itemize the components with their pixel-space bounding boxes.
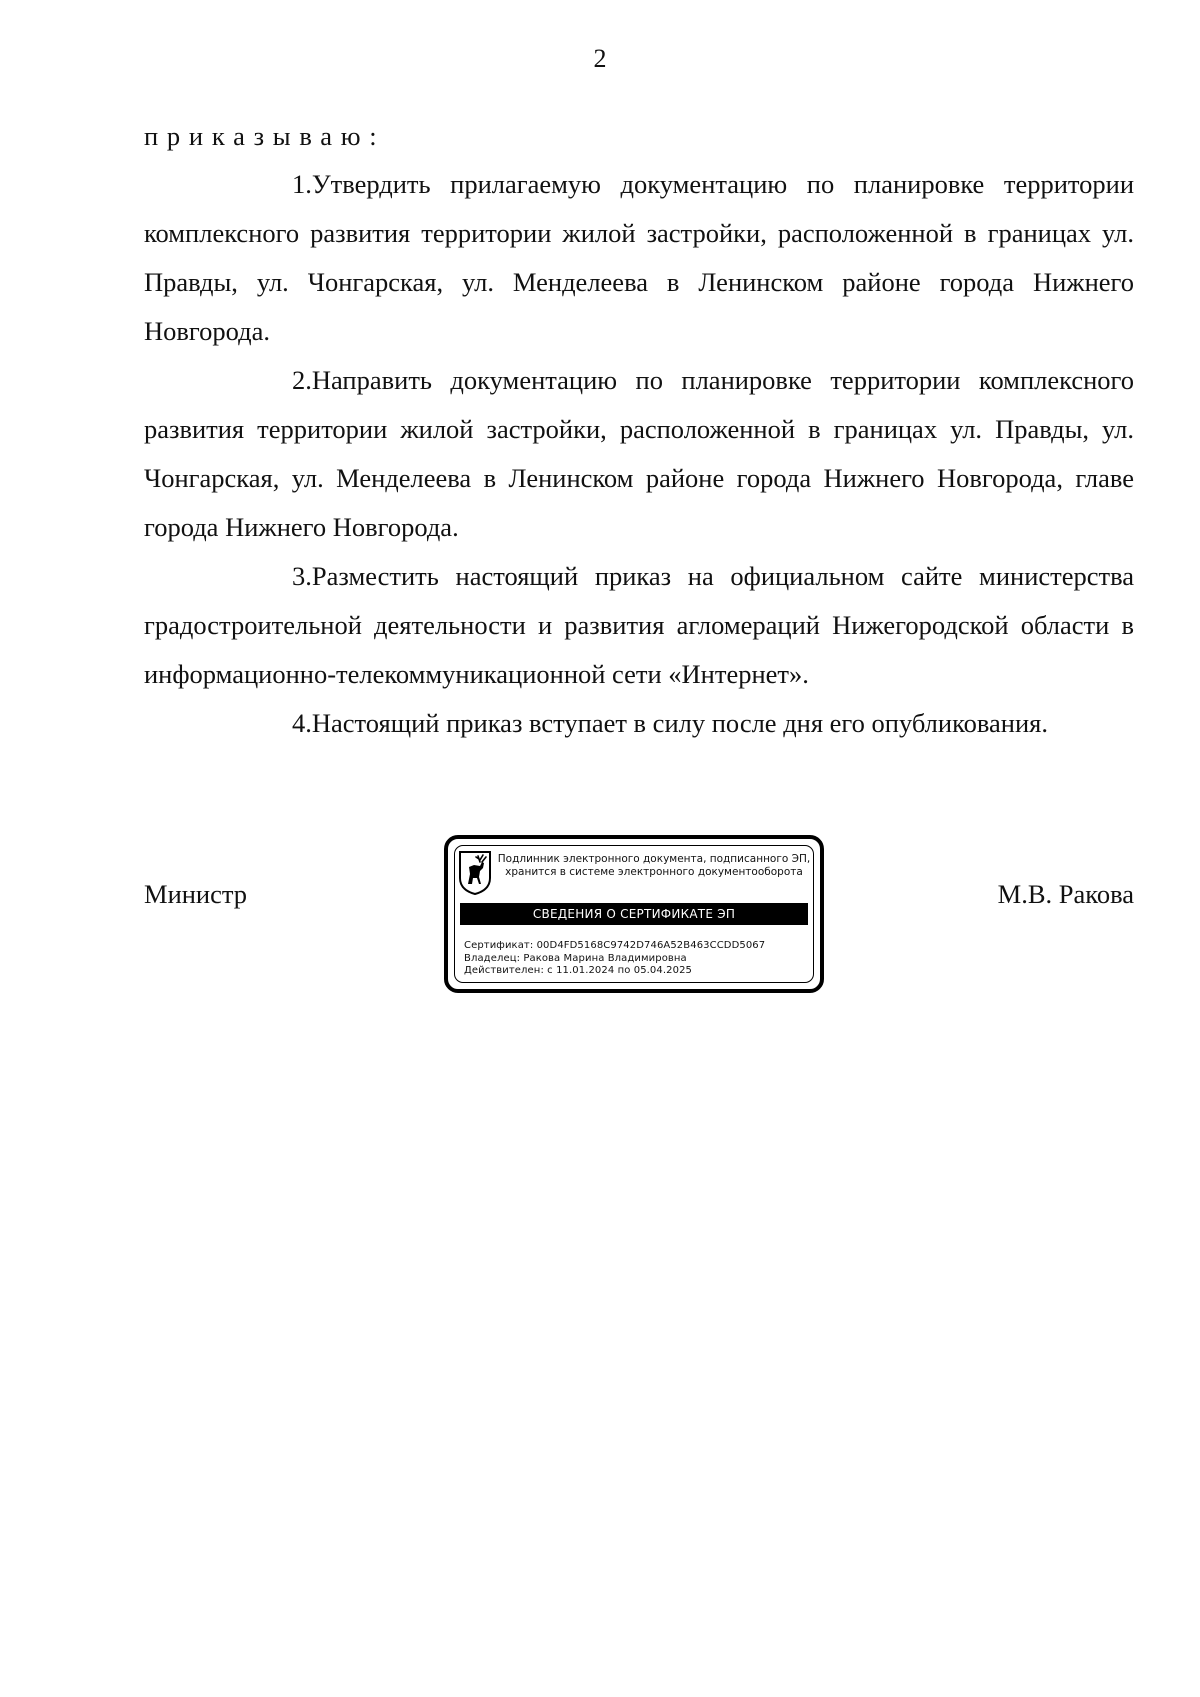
stamp-certificate-details xyxy=(464,940,812,978)
certificate-owner: Владелец: Ракова Марина Владимировна xyxy=(464,952,687,964)
paragraph-text: Утвердить прилагаемую документацию по планировке территории комплексного развития территории жилой застройки, расположенной в границах ул. Правды, ул. Чонгарская, ул. Менделеева в Ленинском районе города Нижнего Новгорода. xyxy=(144,169,1134,346)
paragraph-number: 3. xyxy=(292,561,312,591)
paragraph-2 xyxy=(144,356,1134,552)
paragraph-number: 2. xyxy=(292,365,312,395)
paragraph-3 xyxy=(144,552,1134,699)
paragraph-1 xyxy=(144,160,1134,356)
signer-name: М.В. Ракова xyxy=(997,879,1134,909)
certificate-validity: Действителен: с 11.01.2024 по 05.04.2025 xyxy=(464,965,692,976)
stamp-caption-line-2: хранится в системе электронного документооборота xyxy=(505,866,803,878)
paragraph-text: Настоящий приказ вступает в силу после дня его опубликования. xyxy=(311,708,1048,738)
paragraph-number: 4. xyxy=(292,708,312,738)
order-body xyxy=(144,112,1134,748)
stamp-certificate-header: СВЕДЕНИЯ О СЕРТИФИКАТЕ ЭП xyxy=(460,903,808,925)
stamp-caption-line-1: Подлинник электронного документа, подписанного ЭП, xyxy=(497,853,811,865)
electronic-signature-stamp xyxy=(444,835,824,993)
signature-row xyxy=(144,835,1134,1015)
certificate-number: Сертификат: 00D4FD5168C9742D746A52B463CCDD5067 xyxy=(464,940,766,951)
stamp-caption xyxy=(496,853,812,879)
paragraph-4 xyxy=(144,699,1134,748)
page-number: 2 xyxy=(593,44,607,73)
paragraph-text: Разместить настоящий приказ на официальном сайте министерства градостроительной деятельности и развития агломераций Нижегородской области в информационно-телекоммуникационной сети «Интернет». xyxy=(144,561,1134,689)
coat-of-arms-deer-icon xyxy=(458,850,492,896)
paragraph-number: 1. xyxy=(292,169,312,199)
order-word: приказываю: xyxy=(144,121,386,151)
signer-title: Министр xyxy=(144,879,248,909)
paragraph-text: Направить документацию по планировке территории комплексного развития территории жилой застройки, расположенной в границах ул. Правды, ул. Чонгарская, ул. Менделеева в Ленинском районе города Нижнего Новгорода, главе города Нижнего Новгорода. xyxy=(144,365,1134,542)
